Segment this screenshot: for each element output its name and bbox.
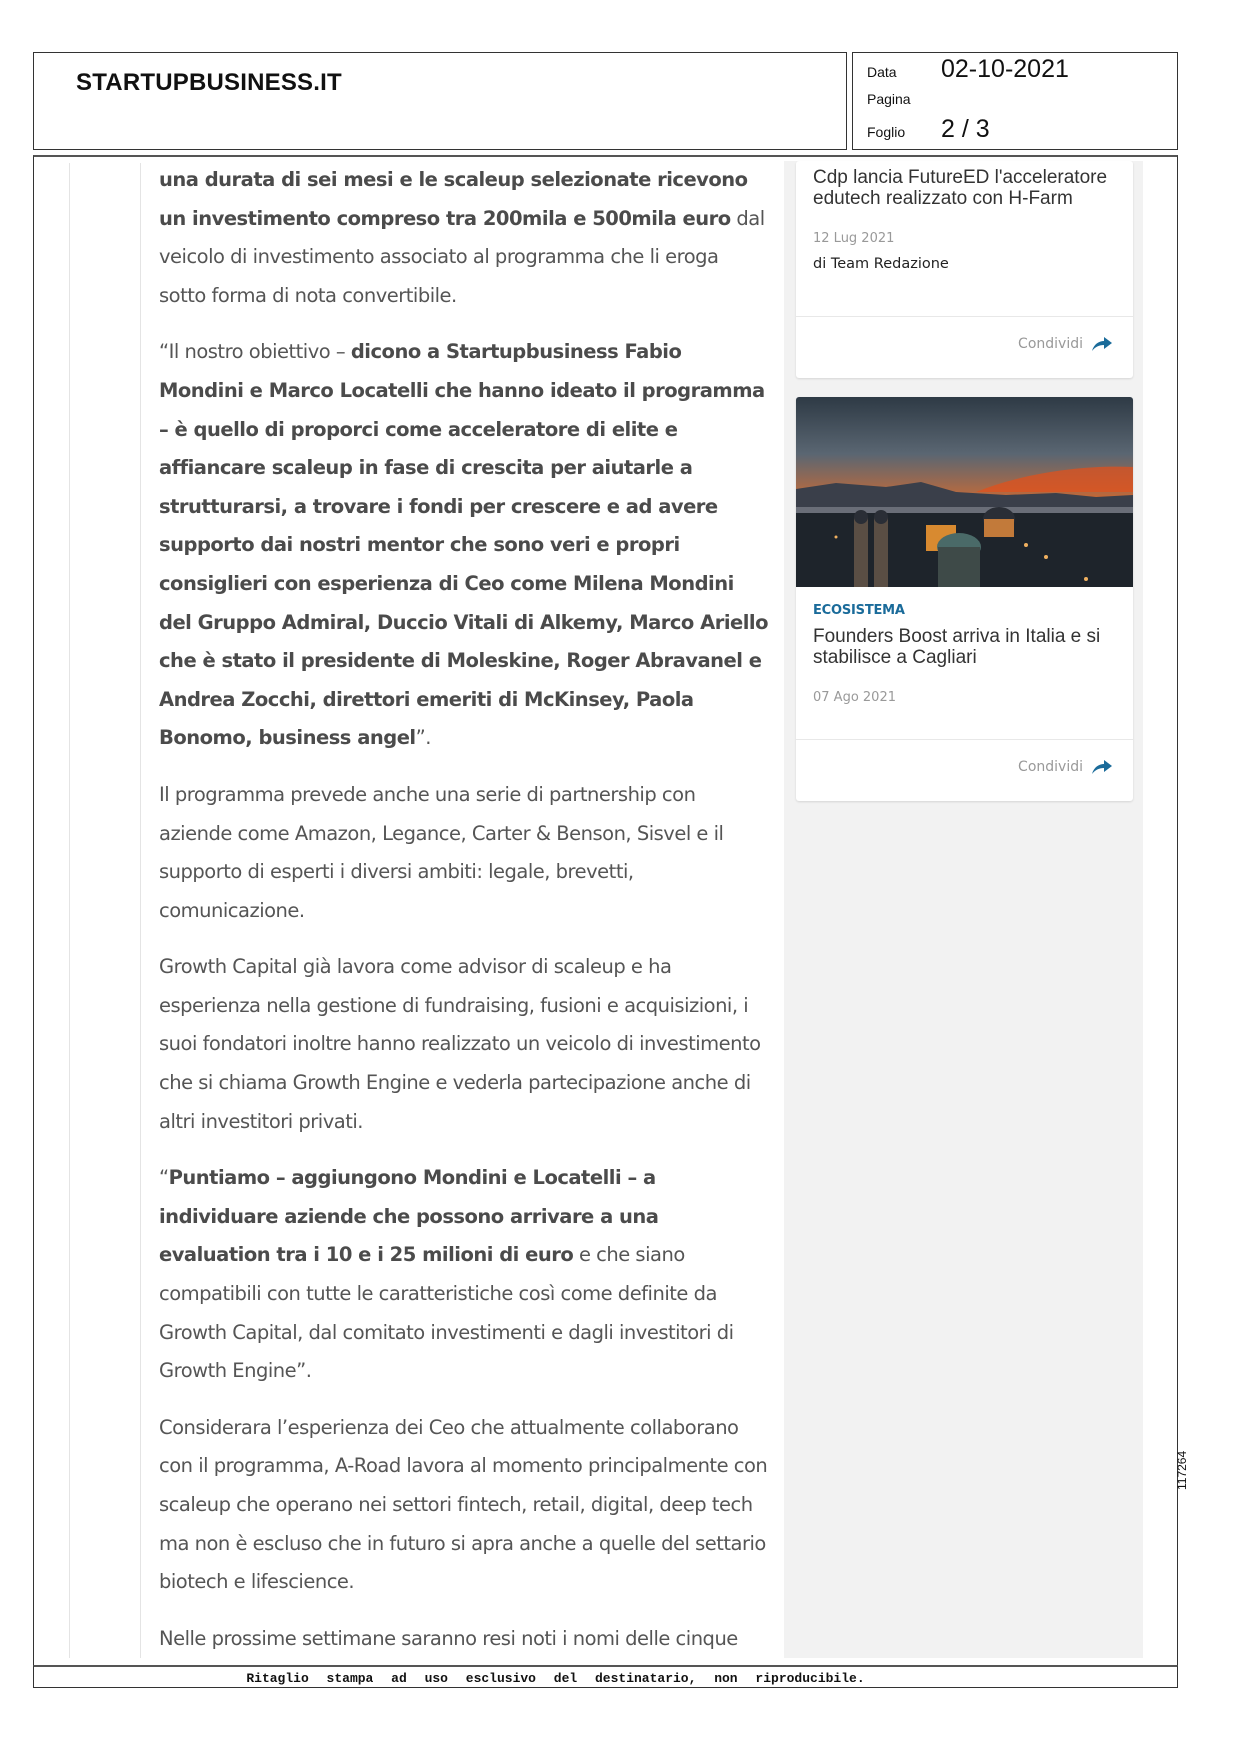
clipping-content	[33, 155, 1178, 1665]
article-author: di Team Redazione	[813, 256, 949, 272]
share-arrow-icon	[1091, 759, 1113, 775]
pagina-label: Pagina	[867, 91, 911, 107]
foglio-row	[867, 116, 1169, 144]
sunset-city-skyline-photo[interactable]	[796, 397, 1133, 587]
text: Nelle prossime settimane saranno resi noti i nomi delle cinque	[159, 1626, 738, 1650]
share-label: Condividi	[1018, 759, 1083, 775]
article-date: 07 Ago 2021	[813, 690, 896, 705]
share-button[interactable]	[1018, 336, 1113, 352]
data-row	[867, 56, 1169, 84]
margin-rule	[140, 163, 141, 1658]
bold-text: una durata di sei mesi e le scaleup selezionate ricevono un investimento compreso tra 200mila e 500mila euro	[159, 168, 748, 230]
related-article-title[interactable]: Founders Boost arriva in Italia e si stabilisce a Cagliari	[813, 626, 1101, 668]
footer-notice: Ritaglio stampa ad uso esclusivo del destinatario, non riproducibile.	[246, 1671, 865, 1686]
pagina-row	[867, 91, 1169, 109]
data-label: Data	[867, 64, 897, 80]
text: dal veicolo di investimento associato al programma che li eroga sotto forma di nota convertibile.	[159, 206, 765, 307]
text: ”.	[415, 726, 431, 750]
article-paragraph	[159, 948, 769, 1141]
side-code: 117264	[1175, 1450, 1189, 1490]
related-articles-sidebar	[784, 161, 1143, 1658]
card-divider	[796, 316, 1133, 317]
text: “	[159, 1166, 169, 1190]
text: e che siano compatibili con tutte le caratteristiche così come definite da Growth Capital, dal comitato investimenti e dagli investitori di Growth Engine”.	[159, 1243, 734, 1383]
article-paragraph	[159, 1409, 769, 1602]
text: Il programma prevede anche una serie di partnership con aziende come Amazon, Legance, Carter & Benson, Sisvel e il supporto di esperti i diversi ambiti: legale, brevetti, comunicazione.	[159, 782, 724, 922]
category-label[interactable]: ECOSISTEMA	[813, 603, 905, 618]
clipping-meta-box	[852, 52, 1178, 150]
publication-name: STARTUPBUSINESS.IT	[76, 69, 342, 96]
article-paragraph	[159, 333, 769, 758]
bold-text: dicono a Startupbusiness Fabio Mondini e Marco Locatelli che hanno ideato il programma – è quello di proporci come acceleratore di elite e affiancare scaleup in fase di crescita per aiutarle a strutturarsi, a trovare i fondi per crescere e ad avere supporto dai nostri mentor che sono veri e propri consiglieri con esperienza di Ceo come Milena Mondini del Gruppo Admiral, Duccio Vitali di Alkemy, Marco Ariello che è stato il presidente di Moleskine, Roger Abravanel e Andrea Zocchi, direttori emeriti di McKinsey, Paola Bonomo, business angel	[159, 340, 768, 750]
article-paragraph	[159, 776, 769, 930]
margin-rule	[69, 163, 70, 1658]
share-button[interactable]	[1018, 759, 1113, 775]
foglio-label: Foglio	[867, 124, 906, 140]
related-article-card[interactable]	[796, 397, 1133, 801]
foglio-value: 2 / 3	[941, 115, 990, 143]
text: Growth Capital già lavora come advisor di scaleup e ha esperienza nella gestione di fundraising, fusioni e acquisizioni, i suoi fondatori inoltre hanno realizzato un veicolo di investimento che si chiama Growth Engine e vederla partecipazione anche di altri investitori privati.	[159, 955, 761, 1133]
article-paragraph	[159, 1620, 769, 1665]
related-article-title[interactable]: Cdp lancia FutureED l'acceleratore edutech realizzato con H-Farm	[813, 167, 1108, 209]
clipping-footer	[33, 1665, 1178, 1688]
article-date: 12 Lug 2021	[813, 231, 895, 246]
article-body	[159, 161, 769, 1665]
share-arrow-icon	[1091, 336, 1113, 352]
card-divider	[796, 739, 1133, 740]
text: Considerara l’esperienza dei Ceo che attualmente collaborano con il programma, A-Road lavora al momento principalmente con scaleup che operano nei settori fintech, retail, digital, deep tech ma non è escluso che in futuro si apra anche a quelle del settario biotech e lifescience.	[159, 1415, 768, 1594]
share-label: Condividi	[1018, 336, 1083, 352]
related-article-card[interactable]	[796, 161, 1133, 378]
text: “Il nostro obiettivo –	[159, 340, 351, 364]
bold-text: Puntiamo – aggiungono Mondini e Locatelli – a individuare aziende che possono arrivare a una evaluation tra i 10 e i 25 milioni di euro	[159, 1166, 659, 1267]
publication-header	[33, 52, 847, 150]
article-paragraph	[159, 161, 769, 315]
data-value: 02-10-2021	[941, 55, 1069, 83]
article-paragraph	[159, 1159, 769, 1391]
